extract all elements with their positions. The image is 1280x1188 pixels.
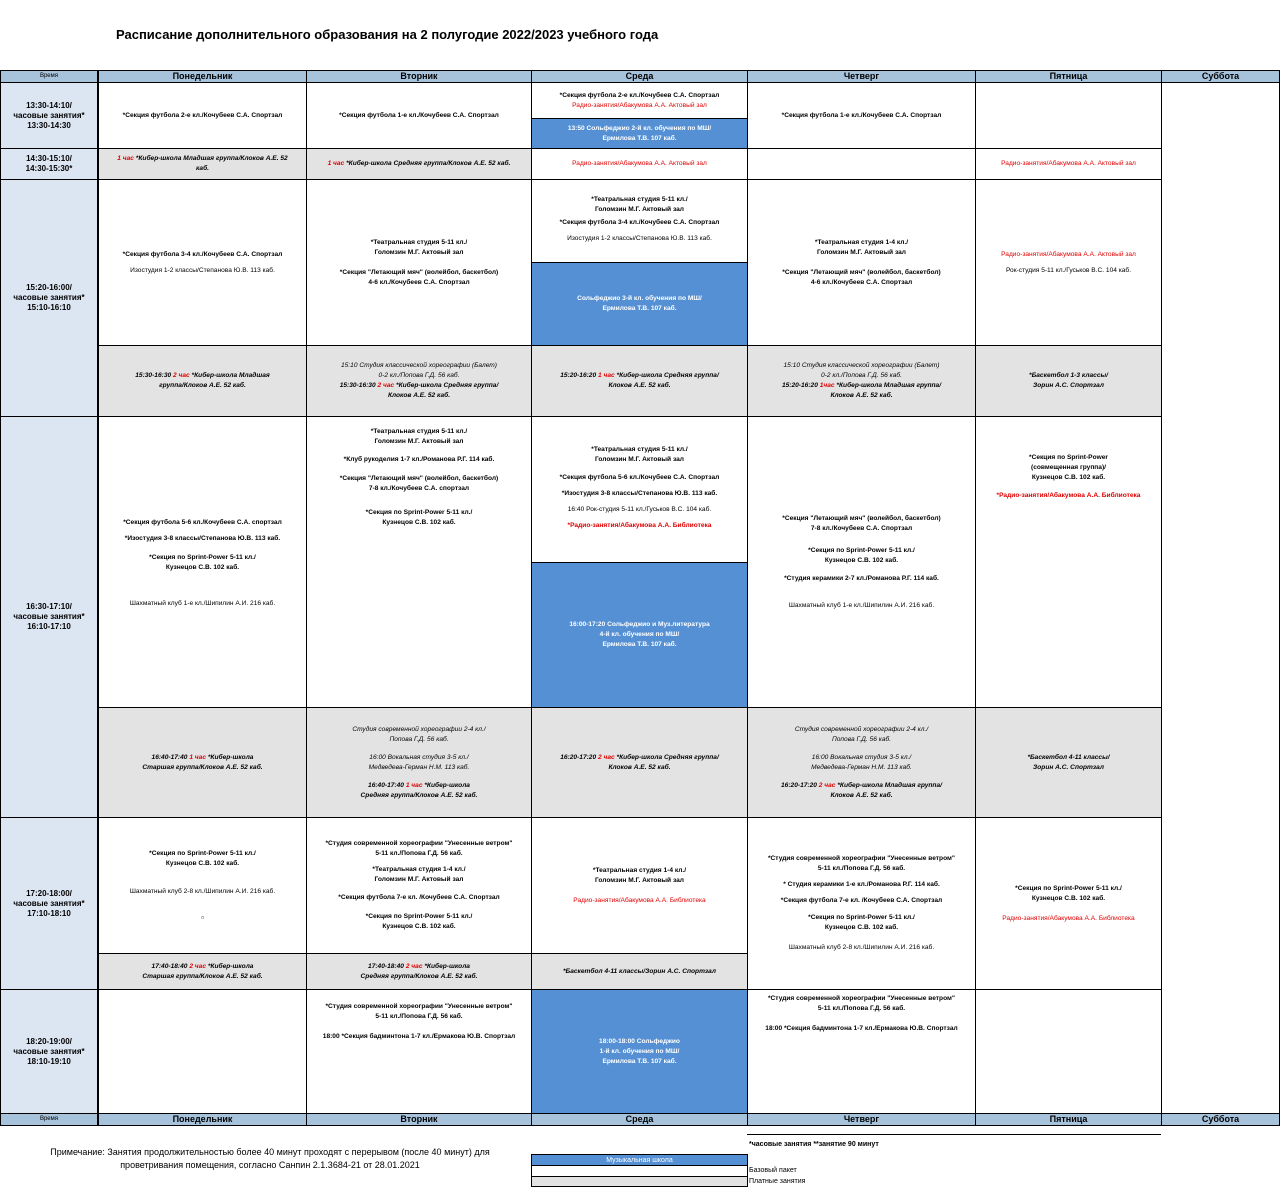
legend-paid-swatch [531, 1176, 748, 1187]
cell-thu-1: *Секция футбола 1-е кл./Кочубеев С.А. Спортзал [747, 82, 976, 149]
time-slot-1: 13:30-14:10/ часовые занятия* 13:30-14:30 [0, 82, 98, 149]
header-time: Время [0, 70, 98, 83]
cell-tue-3-paid: 15:10 Студия классической хореографии (Балет) 0-2 кл./Попова Г.Д. 56 каб. 15:30-16:30 2 час *Кибер-школа Средняя группа/ Клоков А.Е. 52 каб. [306, 345, 532, 417]
time-slot-6: 18:20-19:00/ часовые занятия* 18:10-19:10 [0, 989, 98, 1114]
time-slot-3: 15:20-16:00/ часовые занятия* 15:10-16:10 [0, 179, 98, 417]
footer-wednesday: Среда [531, 1113, 748, 1126]
footnote: Примечание: Занятия продолжительностью более 40 минут проходят с перерывом (после 40 минут) для проветривания помещения, согласно Санпин 2.1.3684-21 от 28.01.2021 [50, 1147, 490, 1170]
cell-thu-2 [747, 148, 976, 180]
cell-fri-2: Радио-занятия/Абакумова А.А. Актовый зал [975, 148, 1162, 180]
cell-wed-6-music: 18:00-18:00 Сольфеджио 1-й кл. обучения по МШ/ Ермилова Т.В. 107 каб. [531, 989, 748, 1114]
time-slot-4: 16:30-17:10/ часовые занятия* 16:10-17:10 [0, 416, 98, 818]
cell-tue-1: *Секция футбола 1-е кл./Кочубеев С.А. Спортзал [306, 82, 532, 149]
legend-base-label: Базовый пакет [749, 1167, 797, 1174]
cell-tue-3: *Театральная студия 5-11 кл./ Голомзин М.Г. Актовый зал *Секция "Летающий мяч" (волейбол, баскетбол) 4-6 кл./Кочубеев С.А. Спортзал [306, 179, 532, 346]
cell-fri-1 [975, 82, 1162, 149]
cell-tue-4: *Театральная студия 5-11 кл./ Голомзин М.Г. Актовый зал *Клуб рукоделия 1-7 кл./Романова Р.Г. 114 каб. *Секция "Летающий мяч" (волейбол, баскетбол) 7-8 кл./Кочубеев С.А. спортзал *Секция по Sprint-Power 5-11 кл./ Кузнецов С.В. 102 каб. [306, 416, 532, 708]
cell-wed-5-paid: *Баскетбол 4-11 классы/Зорин А.С. Спортзал [531, 953, 748, 990]
header-saturday: Суббота [1161, 70, 1280, 83]
cell-mon-3-paid: 15:30-16:30 2 час *Кибер-школа Младшая группа/Клоков А.Е. 52 каб. [98, 345, 307, 417]
legend-divider [747, 1134, 1161, 1135]
cell-tue-4-paid: Студия современной хореографии 2-4 кл./ Попова Г.Д. 56 каб. 16:00 Вокальная студия 3-5 кл./ Медведева-Герман Н.М. 113 каб. 16:40-17:40 1 час *Кибер-школа Средняя группа/Клоков А.Е. 52 каб. [306, 707, 532, 818]
cell-mon-4: *Секция футбола 5-6 кл./Кочубеев С.А. спортзал *Изостудия 3-8 классы/Степанова Ю.В. 113 каб. *Секция по Sprint-Power 5-11 кл./ Кузнецов С.В. 102 каб. Шахматный клуб 1-е кл./Шипилин А.И. 216 каб. [98, 416, 307, 708]
cell-thu-4-paid: Студия современной хореографии 2-4 кл./ Попова Г.Д. 56 каб. 16:00 Вокальная студия 3-5 кл./ Медведева-Герман Н.М. 113 каб. 16:20-17:20 2 час *Кибер-школа Младшая группа/ Клоков А.Е. 52 каб. [747, 707, 976, 818]
cell-mon-5-paid: 17:40-18:40 2 час *Кибер-школа Старшая группа/Клоков А.Е. 52 каб. [98, 953, 307, 990]
footer-saturday: Суббота [1161, 1113, 1280, 1126]
cell-wed-4-paid: 16:20-17:20 2 час *Кибер-школа Средняя группа/ Клоков А.Е. 52 каб. [531, 707, 748, 818]
footer-monday: Понедельник [98, 1113, 307, 1126]
cell-fri-4-paid: *Баскетбол 4-11 классы/ Зорин А.С. Спортзал [975, 707, 1162, 818]
cell-tue-2: 1 час *Кибер-школа Средняя группа/Клоков А.Е. 52 каб. [306, 148, 532, 180]
page-title: Расписание дополнительного образования на 2 полугодие 2022/2023 учебного года [116, 27, 659, 42]
time-slot-2: 14:30-15:10/ 14:30-15:30* [0, 148, 98, 180]
cell-wed-3b-music: Сольфеджио 3-й кл. обучения по МШ/ Ермилова Т.В. 107 каб. [531, 262, 748, 346]
time-slot-5: 17:20-18:00/ часовые занятия* 17:10-18:10 [0, 817, 98, 990]
cell-mon-3: *Секция футбола 3-4 кл./Кочубеев С.А. Спортзал Изостудия 1-2 классы/Степанова Ю.В. 113 каб. [98, 179, 307, 346]
header-monday: Понедельник [98, 70, 307, 83]
small-box-icon: ▫ [201, 912, 204, 922]
header-tuesday: Вторник [306, 70, 532, 83]
cell-tue-5-paid: 17:40-18:40 2 час *Кибер-школа Средняя группа/Клоков А.Е. 52 каб. [306, 953, 532, 990]
legend-marks: *часовые занятия **занятие 90 минут [749, 1141, 879, 1148]
cell-wed-3a: *Театральная студия 5-11 кл./ Голомзин М.Г. Актовый зал *Секция футбола 3-4 кл./Кочубеев С.А. Спортзал Изостудия 1-2 классы/Степанова Ю.В. 113 каб. [531, 179, 748, 263]
cell-mon-1: *Секция футбола 2-е кл./Кочубеев С.А. Спортзал [98, 82, 307, 149]
cell-thu-4: *Секция "Летающий мяч" (волейбол, баскетбол) 7-8 кл./Кочубеев С.А. Спортзал *Секция по Sprint-Power 5-11 кл./ Кузнецов С.В. 102 каб. *Студия керамики 2-7 кл./Романова Р.Г. 114 каб. Шахматный клуб 1-е кл./Шипилин А.И. 216 каб. [747, 416, 976, 708]
cell-thu-6: *Студия современной хореографии "Унесенные ветром" 5-11 кл./Попова Г.Д. 56 каб. 18:00 *Секция бадминтона 1-7 кл./Ермакова Ю.В. Спортзал [747, 989, 976, 1114]
cell-fri-6 [975, 989, 1162, 1114]
cell-wed-3-paid: 15:20-16:20 1 час *Кибер-школа Средняя группа/ Клоков А.Е. 52 каб. [531, 345, 748, 417]
cell-thu-3: *Театральная студия 1-4 кл./ Голомзин М.Г. Актовый зал *Секция "Летающий мяч" (волейбол, баскетбол) 4-6 кл./Кочубеев С.А. Спортзал [747, 179, 976, 346]
cell-mon-2: 1 час *Кибер-школа Младшая группа/Клоков А.Е. 52 каб. [98, 148, 307, 180]
cell-wed-4b-music: 16:00-17:20 Сольфеджио и Муз.литература 4-й кл. обучения по МШ/ Ермилова Т.В. 107 каб. [531, 562, 748, 708]
cell-fri-5: *Секция по Sprint-Power 5-11 кл./ Кузнецов С.В. 102 каб. Радио-занятия/Абакумова А.А. Библиотека [975, 817, 1162, 990]
header-wednesday: Среда [531, 70, 748, 83]
header-thursday: Четверг [747, 70, 976, 83]
cell-wed-4a: *Театральная студия 5-11 кл./ Голомзин М.Г. Актовый зал *Секция футбола 5-6 кл./Кочубеев С.А. Спортзал *Изостудия 3-8 классы/Степанова Ю.В. 113 каб. 16:40 Рок-студия 5-11 кл./Гуськов В.С. 104 каб. *Радио-занятия/Абакумова А.А. Библиотека [531, 416, 748, 563]
cell-wed-1b-music: 13:50 Сольфеджио 2-й кл. обучения по МШ/ Ермилова Т.В. 107 каб. [531, 118, 748, 149]
cell-fri-3-paid: *Баскетбол 1-3 классы/ Зорин А.С. Спортзал [975, 345, 1162, 417]
legend-paid-label: Платные занятия [749, 1178, 806, 1185]
footer-time: Время [0, 1113, 98, 1126]
cell-tue-5: *Студия современной хореографии "Унесенные ветром" 5-11 кл./Попова Г.Д. 56 каб. *Театральная студия 1-4 кл./ Голомзин М.Г. Актовый зал *Секция футбола 7-е кл. /Кочубеев С.А. Спортзал *Секция по Sprint-Power 5-11 кл./ Кузнецов С.В. 102 каб. [306, 817, 532, 954]
cell-mon-6 [98, 989, 307, 1114]
cell-wed-5: *Театральная студия 1-4 кл./ Голомзин М.Г. Актовый зал Радио-занятия/Абакумова А.А. Библиотека [531, 817, 748, 954]
cell-mon-5: *Секция по Sprint-Power 5-11 кл./ Кузнецов С.В. 102 каб. Шахматный клуб 2-8 кл./Шипилин А.И. 216 каб. ▫ [98, 817, 307, 954]
cell-wed-2: Радио-занятия/Абакумова А.А. Актовый зал [531, 148, 748, 180]
cell-thu-5: *Студия современной хореографии "Унесенные ветром" 5-11 кл./Попова Г.Д. 56 каб. * Студия керамики 1-е кл./Романова Р.Г. 114 каб. *Секция футбола 7-е кл. /Кочубеев С.А. Спортзал *Секция по Sprint-Power 5-11 кл./ Кузнецов С.В. 102 каб. Шахматный клуб 2-8 кл./Шипилин А.И. 216 каб. [747, 817, 976, 990]
header-friday: Пятница [975, 70, 1162, 83]
footer-tuesday: Вторник [306, 1113, 532, 1126]
footer-friday: Пятница [975, 1113, 1162, 1126]
cell-fri-3: Радио-занятия/Абакумова А.А. Актовый зал Рок-студия 5-11 кл./Гуськов В.С. 104 каб. [975, 179, 1162, 346]
cell-wed-1a: *Секция футбола 2-е кл./Кочубеев С.А. Спортзал Радио-занятия/Абакумова А.А. Актовый зал [531, 82, 748, 119]
cell-tue-6: *Студия современной хореографии "Унесенные ветром" 5-11 кл./Попова Г.Д. 56 каб. 18:00 *Секция бадминтона 1-7 кл./Ермакова Ю.В. Спортзал [306, 989, 532, 1114]
legend-music-swatch: Музыкальная школа [531, 1154, 748, 1166]
cell-fri-4: *Секция по Sprint-Power (совмещенная группа)/ Кузнецов С.В. 102 каб. *Радио-занятия/Абакумова А.А. Библиотека [975, 416, 1162, 708]
footer-thursday: Четверг [747, 1113, 976, 1126]
cell-mon-4-paid: 16:40-17:40 1 час *Кибер-школа Старшая группа/Клоков А.Е. 52 каб. [98, 707, 307, 818]
cell-thu-3-paid: 15:10 Студия классической хореографии (Балет) 0-2 кл./Попова Г.Д. 56 каб. 15:20-16:20 1час *Кибер-школа Младшая группа/ Клоков А.Е. 52 каб. [747, 345, 976, 417]
saturday-column [1161, 82, 1280, 1114]
